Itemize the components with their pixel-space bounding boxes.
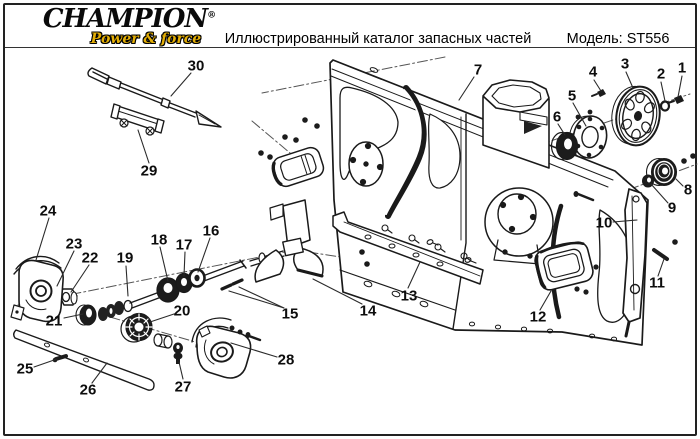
logo-brand-word: CHAMPION: [42, 4, 208, 34]
part-pin-11: [654, 239, 678, 259]
part-label-9: 9: [667, 199, 677, 217]
part-label-2: 2: [656, 65, 666, 83]
part-label-25: 25: [16, 360, 34, 378]
part-label-5: 5: [567, 87, 577, 105]
part-label-18: 18: [150, 231, 168, 249]
part-label-29: 29: [140, 162, 158, 180]
model-label: Модель: ST556: [566, 31, 670, 47]
part-label-8: 8: [683, 181, 693, 199]
part-tool-bracket: [111, 104, 164, 135]
part-label-13: 13: [400, 287, 418, 305]
part-label-4: 4: [588, 63, 598, 81]
part-bolt-1: [668, 95, 684, 104]
part-side-plate-right: [192, 318, 260, 378]
part-label-20: 20: [173, 302, 191, 320]
part-shaft-bearings: [157, 270, 205, 303]
part-label-11: 11: [649, 274, 665, 292]
part-label-10: 10: [595, 214, 613, 232]
part-label-30: 30: [187, 57, 205, 75]
part-label-24: 24: [39, 202, 57, 220]
part-label-17: 17: [175, 236, 193, 254]
part-label-23: 23: [65, 235, 83, 253]
part-bolt-4: [592, 89, 606, 97]
part-washer-2: [661, 102, 669, 111]
part-skid-pad-left: [270, 145, 326, 189]
part-label-14: 14: [359, 302, 377, 320]
part-pulley-large: [608, 83, 664, 149]
part-label-15: 15: [281, 305, 299, 323]
part-label-3: 3: [620, 55, 630, 73]
registered-mark: ®: [207, 10, 216, 21]
part-label-27: 27: [174, 378, 192, 396]
part-label-28: 28: [277, 351, 295, 369]
part-label-1: 1: [677, 59, 687, 77]
part-label-19: 19: [116, 249, 134, 267]
part-label-12: 12: [529, 308, 547, 326]
part-label-16: 16: [202, 222, 220, 240]
part-impeller: [250, 200, 323, 282]
part-label-26: 26: [79, 381, 97, 399]
part-label-22: 22: [81, 249, 99, 267]
part-label-6: 6: [552, 108, 562, 126]
logo-tagline: Power & force: [90, 31, 202, 48]
catalog-title: Иллюстрированный каталог запасных частей: [224, 31, 532, 47]
part-label-21: 21: [45, 312, 63, 330]
part-label-7: 7: [473, 61, 483, 79]
